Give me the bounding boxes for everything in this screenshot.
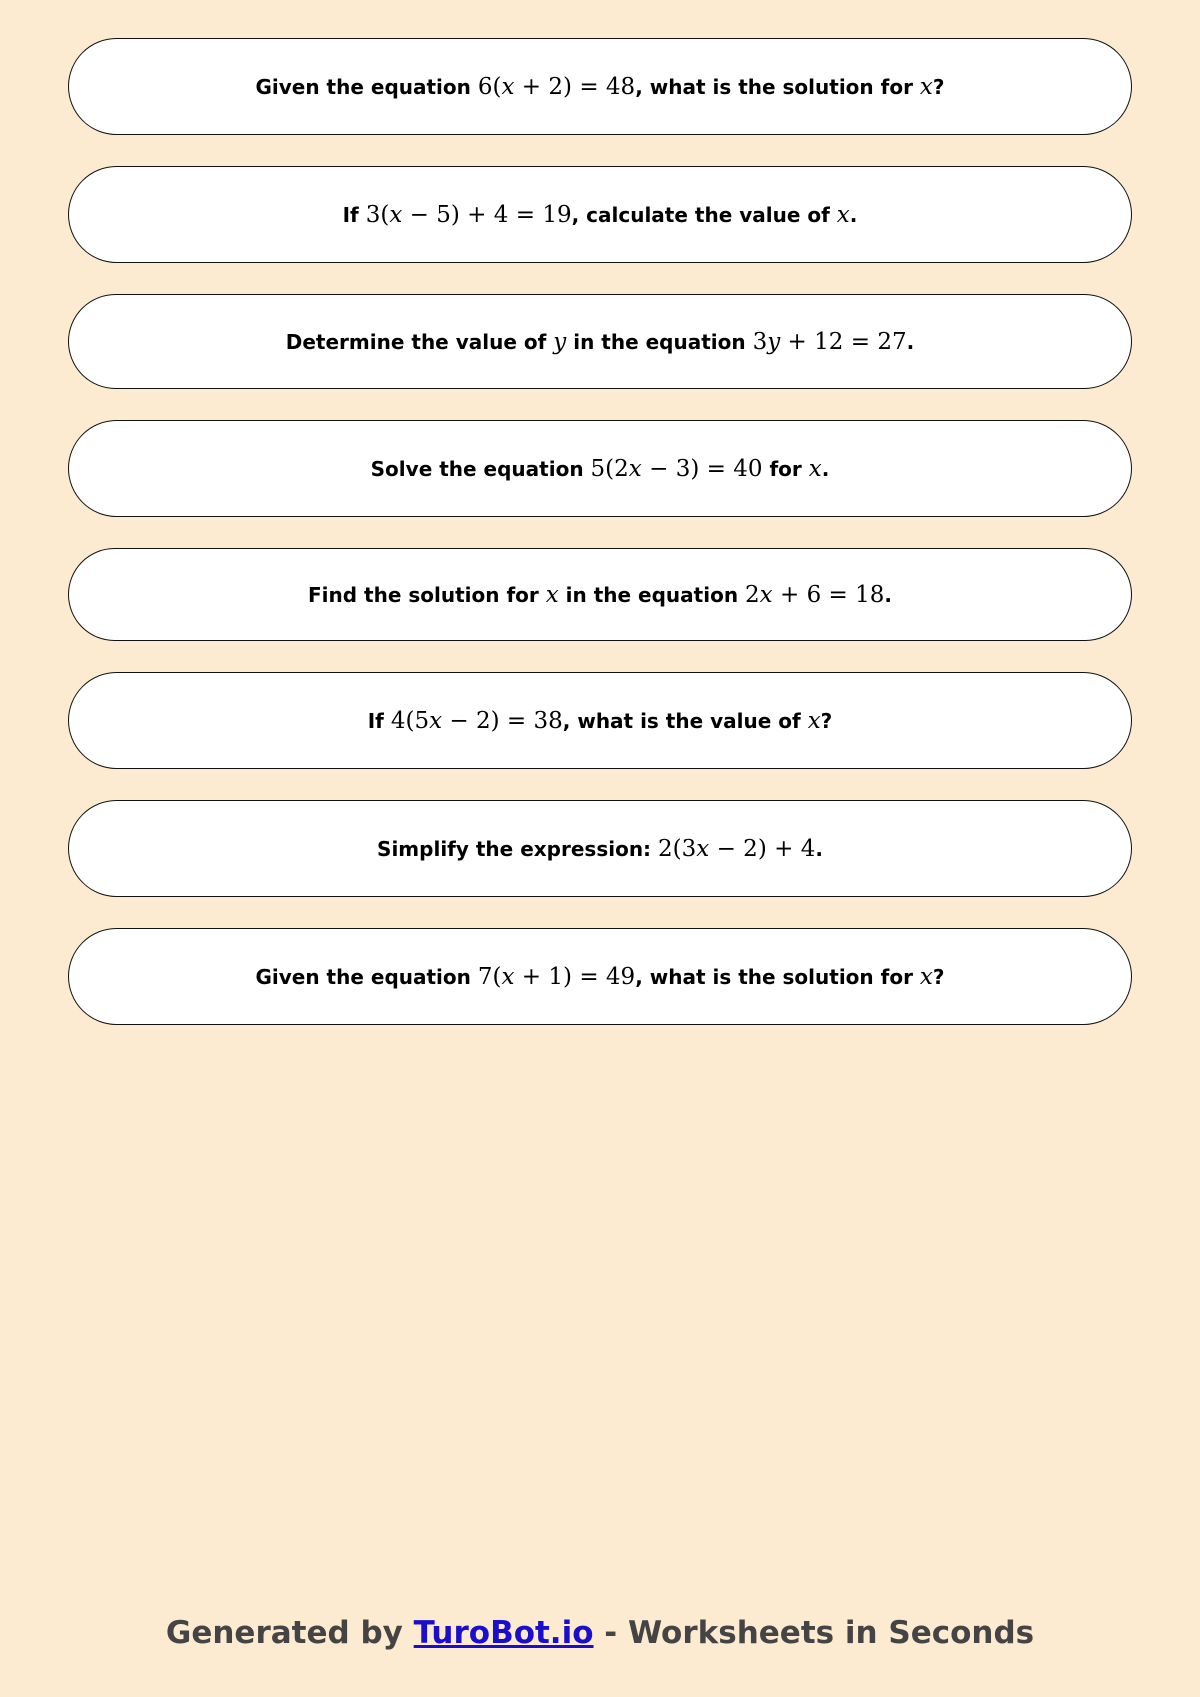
question-text-1: Given the equation 6(x + 2) = 48, what is the solution for x? — [255, 73, 945, 100]
footer-suffix: - Worksheets in Seconds — [593, 1615, 1035, 1651]
math-variable: x — [836, 201, 850, 228]
math-variable: x — [919, 963, 933, 990]
math-expression: 2(3x − 2) + 4 — [658, 835, 816, 862]
math-expression: 7(x + 1) = 49 — [477, 963, 636, 990]
question-text-7: Simplify the expression: 2(3x − 2) + 4. — [377, 835, 823, 862]
question-card-1 — [68, 38, 1132, 135]
math-expression: 5(2x − 3) = 40 — [590, 455, 763, 482]
question-text-3: Determine the value of y in the equation 3y + 12 = 27. — [285, 328, 915, 355]
question-text-8: Given the equation 7(x + 1) = 49, what is the solution for x? — [255, 963, 945, 990]
question-card-6 — [68, 672, 1132, 769]
math-expression: 6(x + 2) = 48 — [477, 73, 636, 100]
math-expression: 4(5x − 2) = 38 — [390, 707, 563, 734]
footer-prefix: Generated by — [165, 1615, 414, 1651]
turobot-link[interactable]: TuroBot.io — [413, 1615, 594, 1651]
question-card-7 — [68, 800, 1132, 897]
question-card-3 — [68, 294, 1132, 389]
question-card-2 — [68, 166, 1132, 263]
question-text-6: If 4(5x − 2) = 38, what is the value of x? — [367, 707, 833, 734]
question-card-8 — [68, 928, 1132, 1025]
math-expression: 3y + 12 = 27 — [752, 328, 907, 355]
math-variable: x — [807, 707, 821, 734]
footer — [0, 1615, 1200, 1651]
question-text-2: If 3(x − 5) + 4 = 19, calculate the value of x. — [342, 201, 858, 228]
question-card-5 — [68, 548, 1132, 641]
math-variable: x — [545, 581, 559, 608]
question-card-4 — [68, 420, 1132, 517]
math-variable: y — [553, 328, 567, 355]
question-text-4: Solve the equation 5(2x − 3) = 40 for x. — [370, 455, 830, 482]
math-expression: 3(x − 5) + 4 = 19 — [365, 201, 572, 228]
math-variable: x — [919, 73, 933, 100]
math-expression: 2x + 6 = 18 — [745, 581, 885, 608]
math-variable: x — [808, 455, 822, 482]
question-list — [68, 38, 1132, 1056]
question-text-5: Find the solution for x in the equation 2x + 6 = 18. — [307, 581, 892, 608]
